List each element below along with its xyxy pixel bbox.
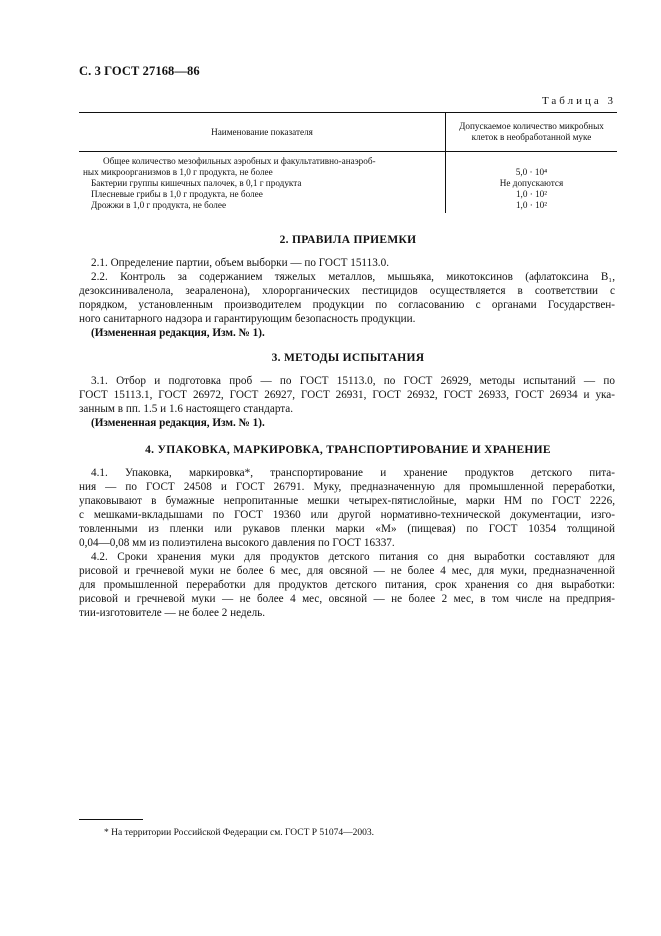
table-row [79,152,617,179]
col-header-line-2: клеток в необработанной муке [471,132,592,142]
table-cell-value: 1,0 · 10² [515,200,548,210]
table-caption: Таблица 3 [541,95,616,107]
text-line: с мешками-вкладышами по ГОСТ 19360 или другой нормативно-технической документации, изго- [79,509,615,521]
col-header-line-1: Допускаемое количество микробных [459,121,604,131]
section-2-title: 2. ПРАВИЛА ПРИЕМКИ [279,234,417,246]
table-header-row [79,113,617,152]
table-row [79,178,617,189]
text-line: тии-изготовителе — не более 2 недель. [79,607,266,619]
table-cell-value: 1,0 · 10² [515,189,548,199]
amendment-note: (Измененная редакция, Изм. № 1). [91,417,265,429]
table-cell-value: Не допускаются [499,178,564,188]
amendment-note: (Измененная редакция, Изм. № 1). [91,327,265,339]
text-line: рисовой и гречневой муки — не более 4 мес, овсяной — не более 2 мес, в том числе на предприя- [79,593,615,605]
value-text: 5,0 · 10⁴ [515,167,548,177]
text-line: рисовой и гречневой муки не более 6 мес, для овсяной — не более 4 мес, для муки, предназначенной [79,565,615,577]
section-2-paragraph-2 [79,270,615,340]
text-line: товленными из пленки или рукавов пленки марки «М» (пищевая) по ГОСТ 10354 толщиной [79,523,615,535]
footnote-divider [79,819,143,820]
text-line: ГОСТ 15113.1, ГОСТ 26972, ГОСТ 26927, ГОСТ 26931, ГОСТ 26932, ГОСТ 26933, ГОСТ 26934 и ука- [79,389,615,401]
text-line: 4.1. Упаковка, маркировка*, транспортирование и хранение продуктов детского пита- [91,467,615,479]
text-line: упаковывают в бумажные непропитанные мешки четырех-пятислойные, марки НМ по ГОСТ 2226, [79,495,615,507]
text-line: ного санитарного надзора и гарантирующим безопасность продукции. [79,313,416,325]
indicator-line: Общее количество мезофильных аэробных и факультативно-анаэроб- [103,156,376,166]
section-3-title: 3. МЕТОДЫ ИСПЫТАНИЯ [271,352,425,364]
indicator-line: ных микроорганизмов в 1,0 г продукта, не более [83,167,273,177]
text-line: занным в пп. 1.5 и 1.6 настоящего стандарта. [79,403,294,415]
col-header-allowed-count [446,113,618,152]
table-cell-indicator [79,152,446,179]
page-header: С. 3 ГОСТ 27168—86 [79,64,200,78]
text-line: ния — по ГОСТ 24508 и ГОСТ 26791. Муку, предназначенную для промышленной переработки, [79,481,615,493]
footnote: * На территории Российской Федерации см. ГОСТ Р 51074—2003. [104,828,375,838]
indicators-table [79,112,617,213]
section-4-paragraph-1 [79,466,615,550]
text-line: дезоксиниваленола, зеараленона), хлорорганических пестицидов осуществляется в соответствии с [79,285,615,297]
table-row [79,189,617,200]
table-cell-indicator: Плесневые грибы в 1,0 г продукта, не более [79,189,446,200]
table-row [79,200,617,213]
text-line: 2.2. Контроль за содержанием тяжелых металлов, мышьяка, микотоксинов (афлатоксина B₁, [91,271,615,283]
col-header-indicator: Наименование показателя [79,113,446,152]
section-3-paragraph-1 [79,374,615,430]
section-2-paragraph-1 [79,256,615,270]
text-line: 0,04—0,08 мм из полиэтилена высокого давления по ГОСТ 16337. [79,537,395,549]
table-cell-indicator: Дрожжи в 1,0 г продукта, не более [79,200,446,213]
text-line: порядком, установленным производителем продукции по согласованию с органами Государствен- [79,299,615,311]
text-line: 3.1. Отбор и подготовка проб — по ГОСТ 15113.0, по ГОСТ 26929, методы испытаний — по [91,375,615,387]
table-cell-indicator: Бактерии группы кишечных палочек, в 0,1 г продукта [79,178,446,189]
text-line: 2.1. Определение партии, объем выборки — по ГОСТ 15113.0. [91,257,389,269]
table-cell-value [446,152,618,179]
text-line: для промышленной переработки для продуктов детского питания, срок хранения со дня выработки: [79,579,615,591]
section-4-title: 4. УПАКОВКА, МАРКИРОВКА, ТРАНСПОРТИРОВАНИЕ И ХРАНЕНИЕ [145,444,551,456]
text-line: 4.2. Сроки хранения муки для продуктов детского питания со дня выработки составляют для [91,551,615,563]
section-4-paragraph-2 [79,550,615,620]
